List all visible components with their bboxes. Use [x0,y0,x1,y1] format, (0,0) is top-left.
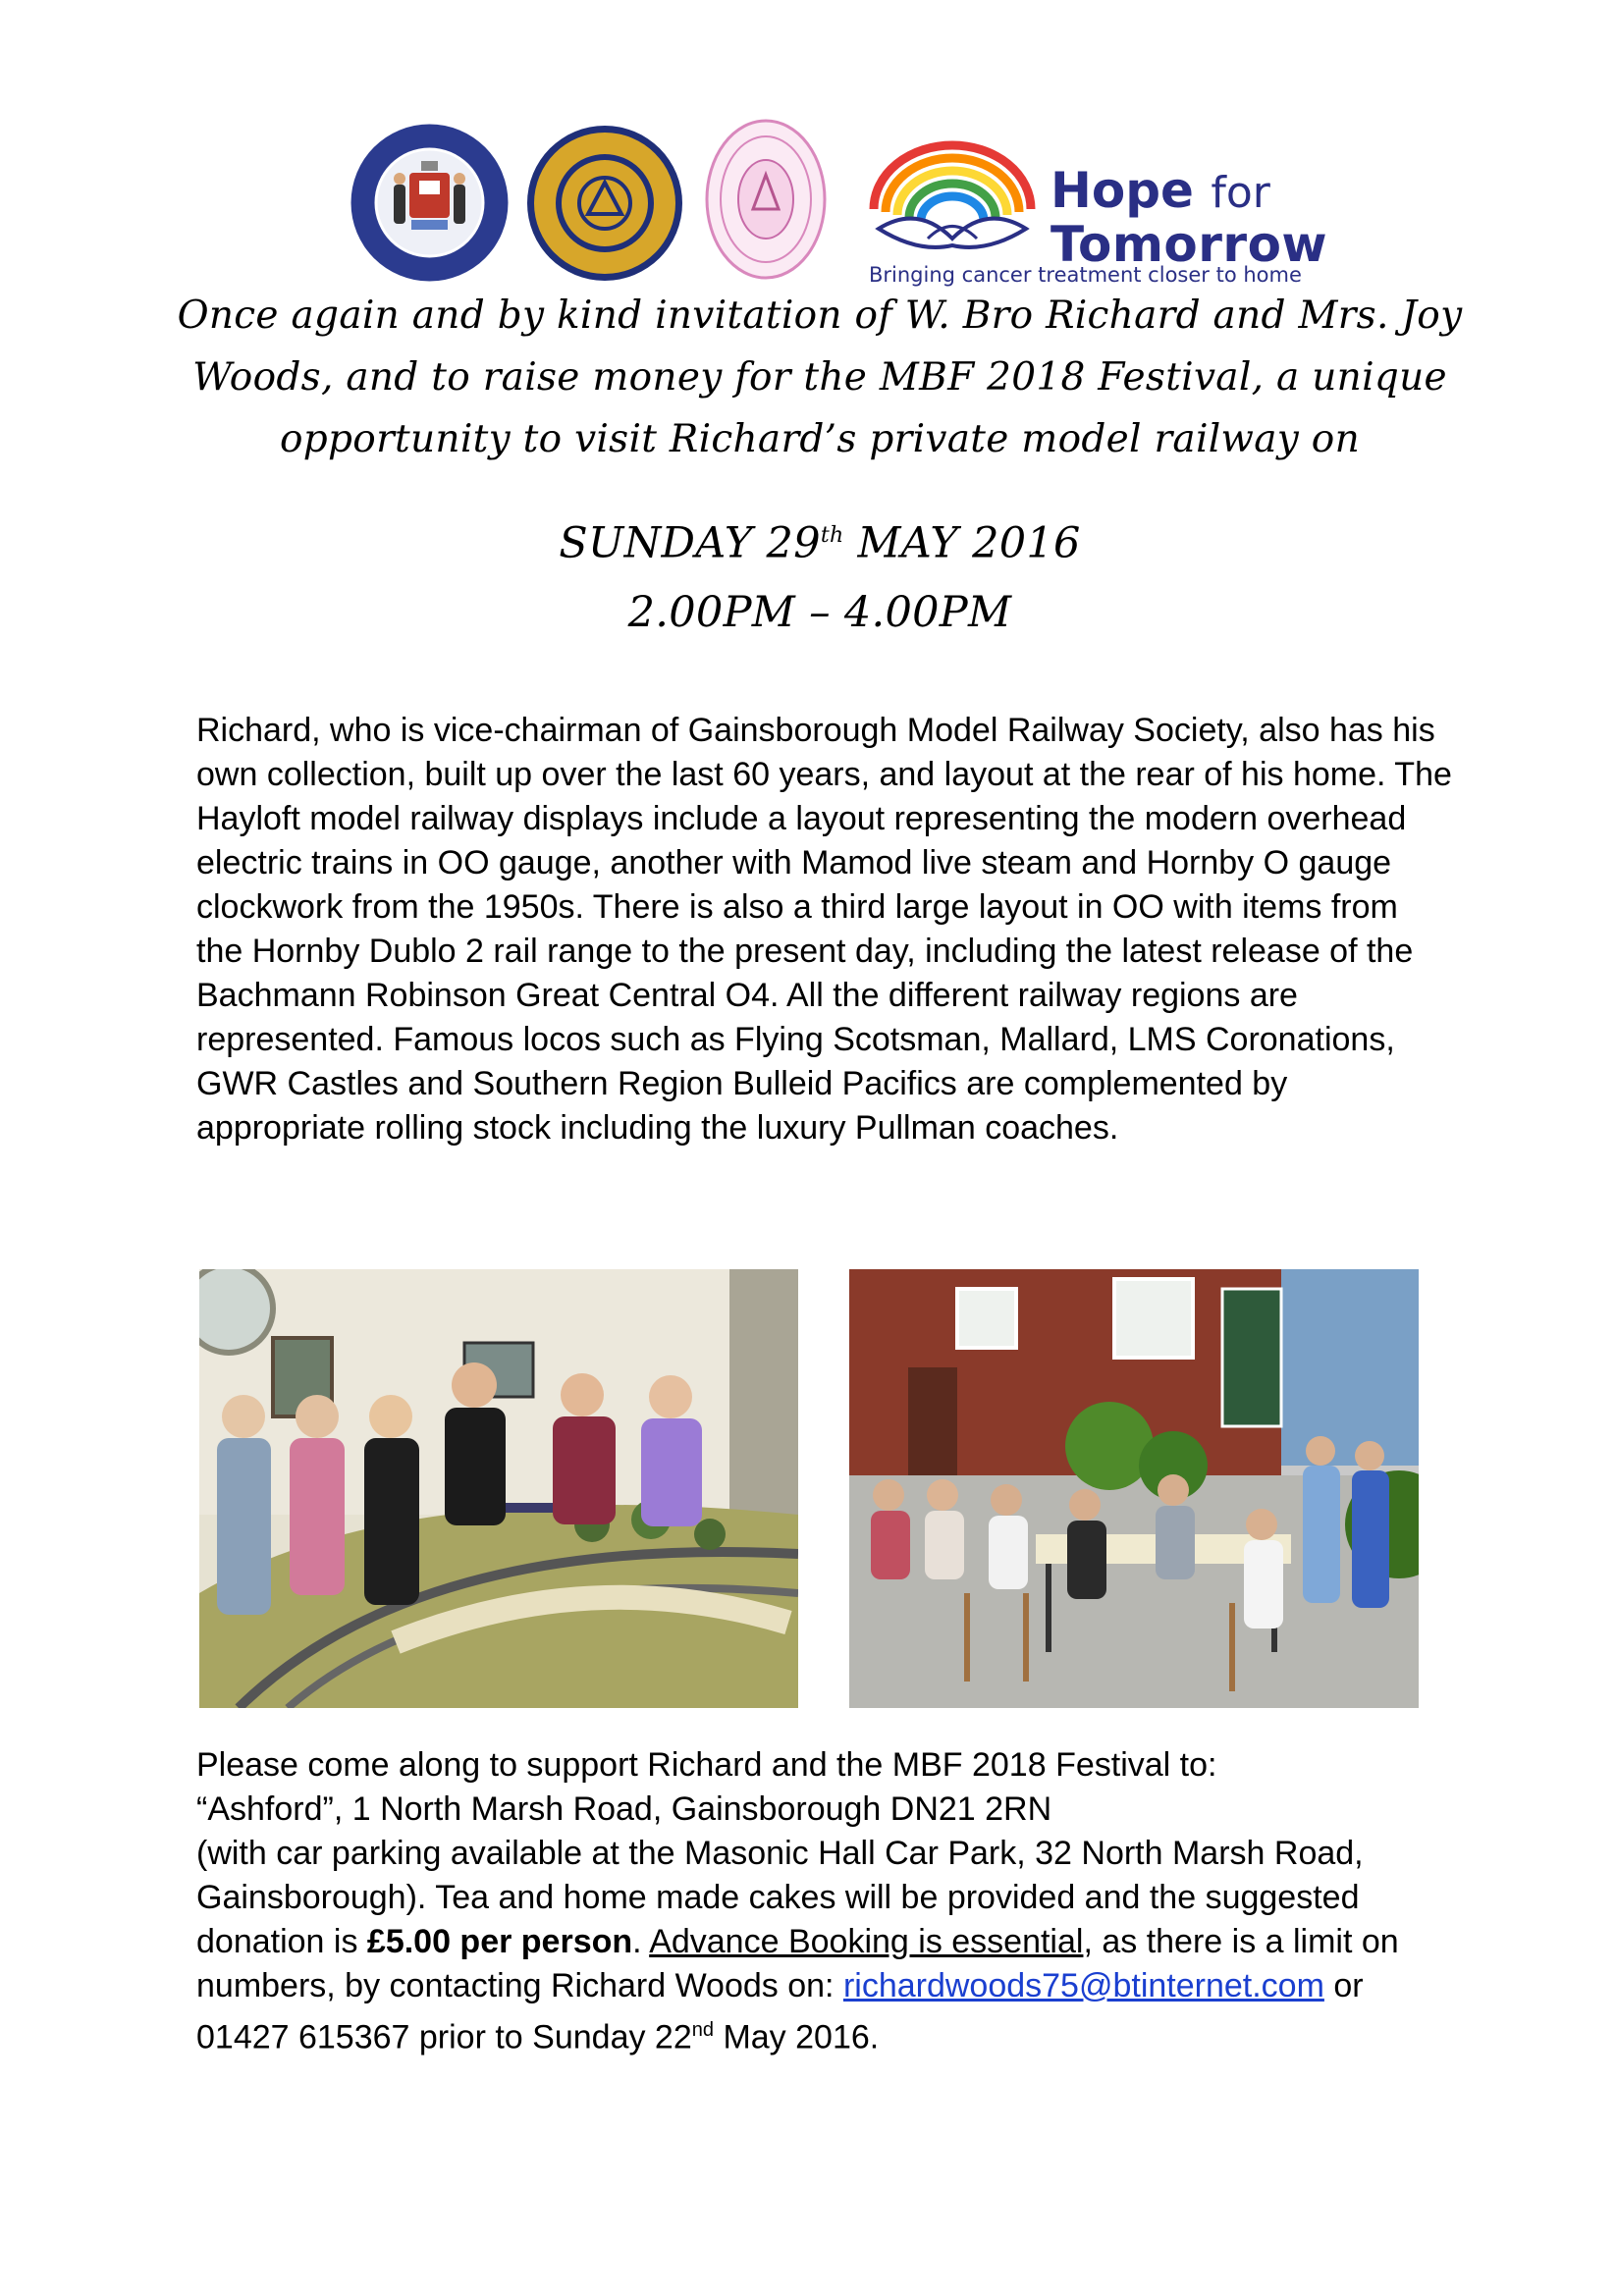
intro-line-2: Woods, and to raise money for the MBF 2018 Festival, a unique [192,355,1447,400]
grand-lodge-mark-master-masons-seal [349,122,511,284]
booking-text: (with car parking available at the Masonic Hall Car Park, 32 North Marsh Road, Gainsborough). Tea and home made cakes will be provided and the suggested donation is £5.00 per person. Advance Booking is essential, as there is a limit on numbers, by contacting Richard Woods on: richardwoods75@btinternet.com or 01427 615367 prior to Sunday 22nd May 2016. [196,1835,1399,2056]
intro-line-1: Once again and by kind invitation of W. Bro Richard and Mrs. Joy [177,294,1463,338]
advance-booking-note: Advance Booking is essential [649,1923,1084,1960]
contact-email-link[interactable]: richardwoods75@btinternet.com [842,1967,1324,2004]
hope-brand-name: Hope for Tomorrow [1050,162,1328,273]
photo-model-railway-visitors [199,1269,798,1708]
event-address: “Ashford”, 1 North Marsh Road, Gainsborough DN21 2RN [196,1790,1052,1828]
intro-text [79,285,1561,470]
intro-line-3: opportunity to visit Richard’s private model railway on [280,417,1360,461]
donation-amount: £5.00 per person [366,1923,633,1960]
description-paragraph: Richard, who is vice-chairman of Gainsborough Model Railway Society, also has his own collection, built up over the last 60 years, and layout at the rear of his home. The Hayloft model railway displays include a layout representing the modern overhead electric trains in OO gauge, another with Mamod live steam and Hornby O gauge clockwork from the 1950s. There is also a third large layout in OO with items from the Hornby Dublo 2 rail range to the present day, including the latest release of the Bachmann Robinson Great Central O4. All the different railway regions are represented. Famous locos such as Flying Scotsman, Mallard, LMS Coronations, GWR Castles and Southern Region Bulleid Pacifics are complemented by appropriate rolling stock including the luxury Pullman coaches. [196,712,1452,1147]
grand-lodge-pink-seal [702,116,830,283]
event-date: SUNDAY 29th MAY 2016 [559,518,1081,568]
event-time: 2.00PM – 4.00PM [627,588,1012,638]
hope-for-tomorrow-logo [859,135,1328,287]
event-date-time [79,501,1561,648]
details-paragraph [196,1743,1453,2059]
photo-garden-tea-party [849,1269,1419,1708]
rainbow-swan-emblem [859,135,1046,263]
logo-row [349,116,1328,288]
details-line-1: Please come along to support Richard and the MBF 2018 Festival to: [196,1746,1217,1784]
hope-tagline: Bringing cancer treatment closer to home [869,263,1302,287]
mark-benevolent-fund-seal [525,124,684,283]
